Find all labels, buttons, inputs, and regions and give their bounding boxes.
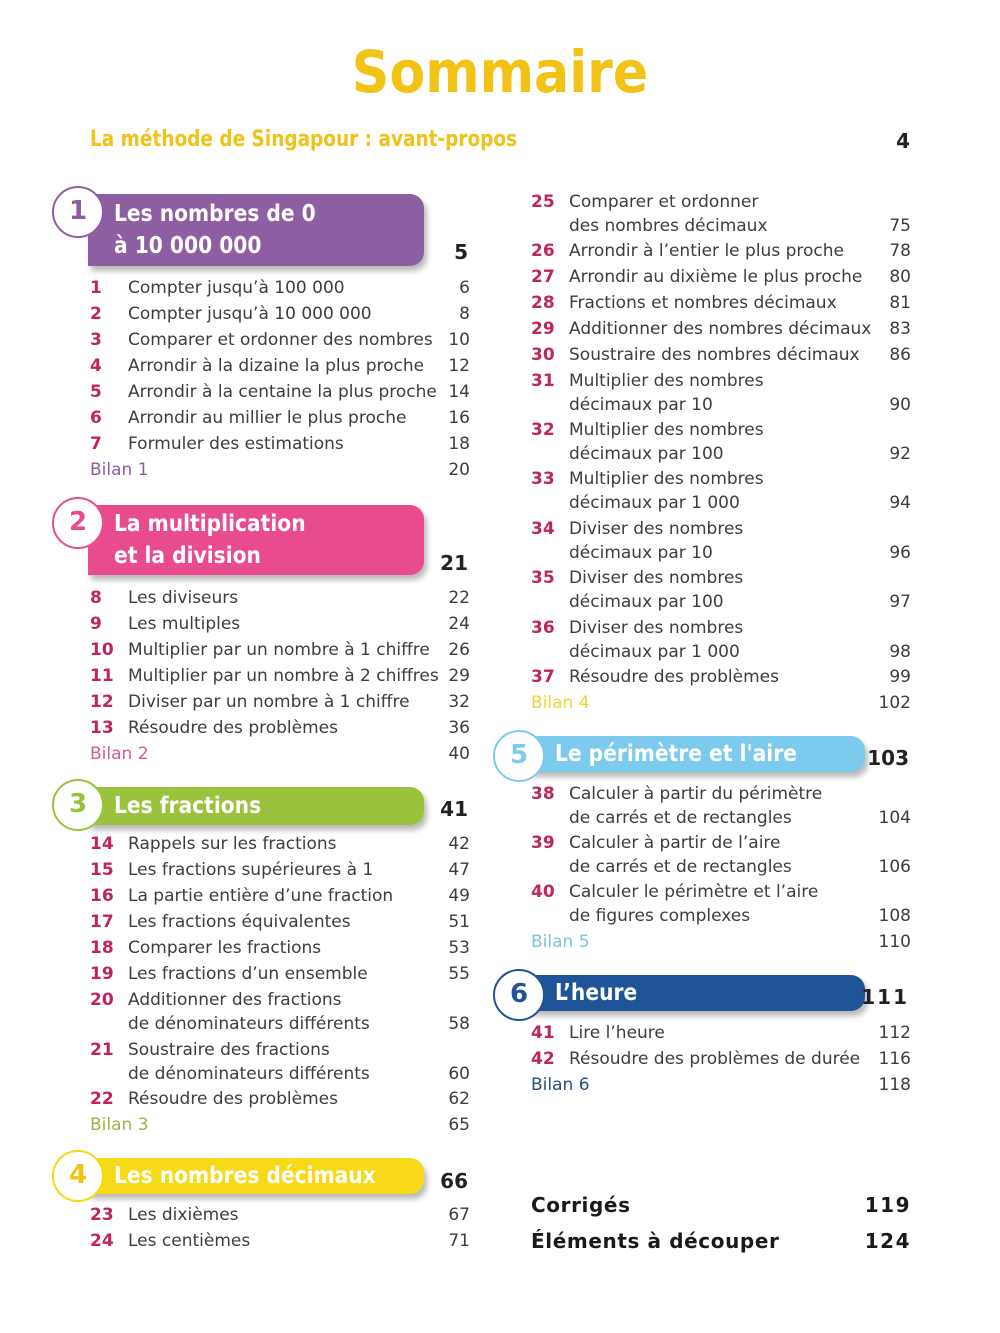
lesson-number: 36 — [531, 618, 555, 638]
lesson-number: 20 — [90, 990, 114, 1010]
lesson-page: 14 — [448, 382, 470, 402]
lesson-label: Calculer à partir du périmètre — [569, 784, 823, 804]
lesson-label-line2: de figures complexes — [569, 906, 751, 926]
chapter-page: 41 — [440, 797, 468, 821]
lesson-number: 30 — [531, 345, 555, 365]
lesson-label: Diviser des nombres — [569, 568, 744, 588]
lesson-number: 9 — [90, 614, 102, 634]
chapter-6-banner[interactable] — [493, 969, 911, 1021]
lesson-page: 67 — [448, 1205, 470, 1225]
lesson-label: Calculer à partir de l’aire — [569, 833, 781, 853]
chapter-1-banner[interactable] — [52, 186, 470, 266]
lesson-label: Additionner des nombres décimaux — [569, 319, 872, 339]
appendix-page: 119 — [864, 1193, 911, 1217]
bilan-label: Bilan 1 — [90, 460, 149, 480]
chapter-number-badge: 1 — [52, 186, 104, 238]
lesson-number: 32 — [531, 420, 555, 440]
chapter-2-banner[interactable] — [52, 497, 470, 577]
lesson-label: Soustraire des fractions — [128, 1040, 330, 1060]
bilan-label: Bilan 3 — [90, 1115, 149, 1135]
lesson-page: 55 — [448, 964, 470, 984]
bilan-label: Bilan 5 — [531, 932, 590, 952]
chapter-page: 5 — [454, 240, 468, 264]
chapter-number-badge: 2 — [52, 497, 104, 549]
lesson-page: 47 — [448, 860, 470, 880]
lesson-label: Résoudre des problèmes — [569, 667, 779, 687]
lesson-row[interactable] — [90, 1039, 470, 1087]
chapter-number-badge: 6 — [493, 969, 545, 1021]
lesson-page: 81 — [889, 293, 911, 313]
lesson-label-line2: décimaux par 10 — [569, 395, 713, 415]
bilan-page: 65 — [448, 1115, 470, 1135]
lesson-number: 35 — [531, 568, 555, 588]
lesson-page: 22 — [448, 588, 470, 608]
lesson-number: 17 — [90, 912, 114, 932]
appendix-label: Éléments à découper — [531, 1229, 780, 1253]
lesson-page: 12 — [448, 356, 470, 376]
chapter-4-banner[interactable] — [52, 1150, 470, 1202]
chapter-title-line2: et la division — [114, 543, 261, 569]
lesson-number: 21 — [90, 1040, 114, 1060]
chapter-title-line2: à 10 000 000 — [114, 233, 262, 259]
lesson-row[interactable] — [531, 419, 911, 467]
lesson-page: 98 — [889, 642, 911, 662]
lesson-row[interactable] — [531, 567, 911, 615]
lesson-page: 42 — [448, 834, 470, 854]
lesson-label-line2: de dénominateurs différents — [128, 1014, 370, 1034]
lesson-number: 39 — [531, 833, 555, 853]
lesson-page: 10 — [448, 330, 470, 350]
chapter-number-badge: 3 — [52, 779, 104, 831]
lesson-label: Les multiples — [128, 614, 241, 634]
toc-entry-elements-a-decouper[interactable] — [531, 1229, 911, 1259]
lesson-number: 26 — [531, 241, 555, 261]
lesson-label: Additionner des fractions — [128, 990, 342, 1010]
lesson-page: 94 — [889, 493, 911, 513]
lesson-row[interactable] — [531, 832, 911, 880]
lesson-row[interactable] — [531, 783, 911, 831]
lesson-label: Diviser des nombres — [569, 618, 744, 638]
bilan-page: 110 — [878, 932, 911, 952]
chapter-number-badge: 5 — [493, 730, 545, 782]
lesson-label: Fractions et nombres décimaux — [569, 293, 837, 313]
lesson-number: 37 — [531, 667, 555, 687]
lesson-page: 6 — [459, 278, 470, 298]
lesson-number: 3 — [90, 330, 102, 350]
lesson-number: 6 — [90, 408, 102, 428]
lesson-label-line2: décimaux par 1 000 — [569, 493, 740, 513]
lesson-number: 1 — [90, 278, 102, 298]
lesson-label: Lire l’heure — [569, 1023, 665, 1043]
lesson-page: 99 — [889, 667, 911, 687]
lesson-label: Arrondir à l’entier le plus proche — [569, 241, 844, 261]
lesson-label: Les centièmes — [128, 1231, 251, 1251]
toc-column-right — [493, 0, 911, 1333]
lesson-number: 42 — [531, 1049, 555, 1069]
lesson-label: Comparer et ordonner des nombres — [128, 330, 433, 350]
lesson-label: Les fractions d’un ensemble — [128, 964, 368, 984]
lesson-label-line2: décimaux par 1 000 — [569, 642, 740, 662]
lesson-label-line2: des nombres décimaux — [569, 216, 768, 236]
lesson-page: 112 — [878, 1023, 911, 1043]
lesson-number: 24 — [90, 1231, 114, 1251]
lesson-label: Multiplier des nombres — [569, 371, 764, 391]
lesson-page: 26 — [448, 640, 470, 660]
lesson-row[interactable] — [531, 468, 911, 516]
lesson-label: Les fractions équivalentes — [128, 912, 351, 932]
lesson-row[interactable] — [90, 989, 470, 1037]
lesson-label: Formuler des estimations — [128, 434, 344, 454]
lesson-number: 2 — [90, 304, 102, 324]
lesson-label-line2: décimaux par 100 — [569, 592, 724, 612]
lesson-label: Comparer et ordonner — [569, 192, 759, 212]
lesson-label: Résoudre des problèmes — [128, 718, 338, 738]
lesson-label: Arrondir au millier le plus proche — [128, 408, 407, 428]
lesson-page: 83 — [889, 319, 911, 339]
lesson-label: La partie entière d’une fraction — [128, 886, 394, 906]
lesson-page: 18 — [448, 434, 470, 454]
bilan-page: 40 — [448, 744, 470, 764]
lesson-label-line2: décimaux par 100 — [569, 444, 724, 464]
lesson-label: Les dixièmes — [128, 1205, 239, 1225]
lesson-label: Arrondir à la centaine la plus proche — [128, 382, 437, 402]
lesson-page: 60 — [448, 1064, 470, 1084]
lesson-row[interactable] — [531, 617, 911, 665]
lesson-number: 15 — [90, 860, 114, 880]
lesson-page: 86 — [889, 345, 911, 365]
lesson-number: 41 — [531, 1023, 555, 1043]
chapter-3-banner[interactable] — [52, 779, 470, 831]
lesson-label-line2: de carrés et de rectangles — [569, 808, 792, 828]
lesson-page: 96 — [889, 543, 911, 563]
lesson-label-line2: décimaux par 10 — [569, 543, 713, 563]
lesson-label: Multiplier des nombres — [569, 469, 764, 489]
lesson-number: 38 — [531, 784, 555, 804]
appendix-page: 124 — [864, 1229, 911, 1253]
lesson-page: 106 — [878, 857, 911, 877]
lesson-label: Comparer les fractions — [128, 938, 322, 958]
lesson-label: Les fractions supérieures à 1 — [128, 860, 374, 880]
lesson-label: Diviser par un nombre à 1 chiffre — [128, 692, 410, 712]
lesson-number: 18 — [90, 938, 114, 958]
lesson-page: 92 — [889, 444, 911, 464]
lesson-number: 12 — [90, 692, 114, 712]
lesson-label: Multiplier par un nombre à 1 chiffre — [128, 640, 430, 660]
lesson-row[interactable] — [531, 191, 911, 239]
lesson-number: 4 — [90, 356, 102, 376]
lesson-page: 75 — [889, 216, 911, 236]
lesson-number: 25 — [531, 192, 555, 212]
toc-entry-corriges[interactable] — [531, 1193, 911, 1223]
bilan-label: Bilan 6 — [531, 1075, 590, 1095]
foreword-label: La méthode de Singapour : avant-propos — [90, 127, 518, 152]
lesson-page: 80 — [889, 267, 911, 287]
chapter-title-line1: Les nombres de 0 — [114, 201, 316, 227]
lesson-page: 97 — [889, 592, 911, 612]
lesson-number: 16 — [90, 886, 114, 906]
chapter-page: 111 — [861, 985, 909, 1009]
chapter-title-line1: Les fractions — [114, 793, 262, 819]
bilan-page: 118 — [878, 1075, 911, 1095]
lesson-label: Rappels sur les fractions — [128, 834, 337, 854]
lesson-number: 27 — [531, 267, 555, 287]
lesson-label: Soustraire des nombres décimaux — [569, 345, 860, 365]
lesson-page: 116 — [878, 1049, 911, 1069]
lesson-page: 104 — [878, 808, 911, 828]
lesson-page: 108 — [878, 906, 911, 926]
lesson-number: 10 — [90, 640, 114, 660]
lesson-label: Arrondir au dixième le plus proche — [569, 267, 863, 287]
lesson-number: 7 — [90, 434, 102, 454]
lesson-page: 51 — [448, 912, 470, 932]
lesson-label: Résoudre des problèmes de durée — [569, 1049, 861, 1069]
bilan-page: 102 — [878, 693, 911, 713]
chapter-title-line1: L’heure — [555, 980, 638, 1006]
lesson-page: 53 — [448, 938, 470, 958]
lesson-number: 5 — [90, 382, 102, 402]
chapter-page: 66 — [440, 1169, 468, 1193]
toc-column-left — [52, 0, 470, 1333]
lesson-number: 13 — [90, 718, 114, 738]
lesson-page: 58 — [448, 1014, 470, 1034]
lesson-label: Compter jusqu’à 10 000 000 — [128, 304, 372, 324]
chapter-5-banner[interactable] — [493, 730, 911, 782]
lesson-label: Calculer le périmètre et l’aire — [569, 882, 819, 902]
chapter-page: 21 — [440, 551, 468, 575]
lesson-label: Les diviseurs — [128, 588, 239, 608]
lesson-row[interactable] — [531, 518, 911, 566]
lesson-label: Arrondir à la dizaine la plus proche — [128, 356, 425, 376]
chapter-number-badge: 4 — [52, 1150, 104, 1202]
lesson-number: 22 — [90, 1089, 114, 1109]
lesson-row[interactable] — [531, 370, 911, 418]
lesson-label: Multiplier des nombres — [569, 420, 764, 440]
chapter-title-line1: Les nombres décimaux — [114, 1163, 376, 1189]
lesson-label: Résoudre des problèmes — [128, 1089, 338, 1109]
lesson-page: 32 — [448, 692, 470, 712]
lesson-number: 11 — [90, 666, 114, 686]
lesson-number: 34 — [531, 519, 555, 539]
lesson-page: 49 — [448, 886, 470, 906]
lesson-row[interactable] — [531, 881, 911, 929]
lesson-number: 8 — [90, 588, 102, 608]
chapter-title-line1: La multiplication — [114, 511, 306, 537]
lesson-page: 62 — [448, 1089, 470, 1109]
lesson-number: 19 — [90, 964, 114, 984]
lesson-number: 28 — [531, 293, 555, 313]
lesson-label-line2: de dénominateurs différents — [128, 1064, 370, 1084]
lesson-label: Multiplier par un nombre à 2 chiffres — [128, 666, 439, 686]
page-title: Sommaire — [351, 38, 649, 106]
lesson-page: 90 — [889, 395, 911, 415]
lesson-page: 29 — [448, 666, 470, 686]
lesson-page: 8 — [459, 304, 470, 324]
lesson-number: 31 — [531, 371, 555, 391]
lesson-number: 33 — [531, 469, 555, 489]
lesson-page: 78 — [889, 241, 911, 261]
lesson-number: 40 — [531, 882, 555, 902]
lesson-page: 24 — [448, 614, 470, 634]
lesson-number: 14 — [90, 834, 114, 854]
bilan-page: 20 — [448, 460, 470, 480]
chapter-page: 103 — [867, 746, 909, 770]
bilan-label: Bilan 2 — [90, 744, 149, 764]
lesson-page: 16 — [448, 408, 470, 428]
lesson-label: Compter jusqu’à 100 000 — [128, 278, 345, 298]
foreword-page: 4 — [896, 129, 910, 153]
chapter-title-line1: Le périmètre et l'aire — [555, 741, 797, 767]
lesson-label: Diviser des nombres — [569, 519, 744, 539]
appendix-label: Corrigés — [531, 1193, 631, 1217]
lesson-label-line2: de carrés et de rectangles — [569, 857, 792, 877]
lesson-page: 36 — [448, 718, 470, 738]
lesson-number: 29 — [531, 319, 555, 339]
bilan-label: Bilan 4 — [531, 693, 590, 713]
lesson-page: 71 — [448, 1231, 470, 1251]
lesson-number: 23 — [90, 1205, 114, 1225]
